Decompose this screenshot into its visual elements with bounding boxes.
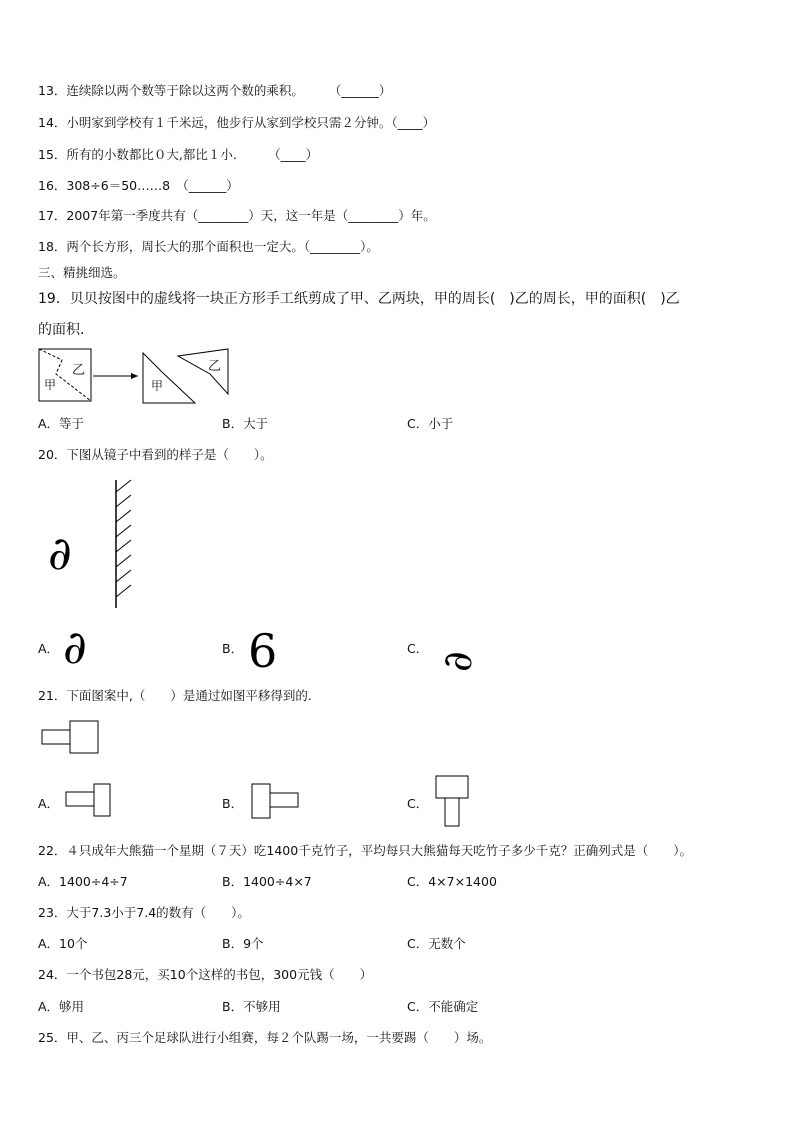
q22-option-b: B．1400÷4×7 bbox=[222, 874, 312, 889]
q19-option-a: A．等于 bbox=[38, 416, 85, 431]
label-jia-right: 甲 bbox=[151, 379, 164, 393]
q19-option-b: B．大于 bbox=[222, 416, 269, 431]
q21-option-a: A． bbox=[38, 796, 60, 811]
q24-option-a: A．够用 bbox=[38, 999, 85, 1014]
q22-option-c: C．4×7×1400 bbox=[407, 874, 497, 889]
question-20: 20．下图从镜子中看到的样子是（ ）。 bbox=[38, 447, 273, 462]
q22-option-a: A．1400÷4÷7 bbox=[38, 874, 128, 889]
q20-option-a-glyph: ∂ bbox=[63, 620, 87, 674]
q23-option-b: B．9个 bbox=[222, 936, 264, 951]
q23-option-c: C．无数个 bbox=[407, 936, 466, 951]
t-shape-original bbox=[40, 719, 100, 757]
question-23: 23．大于7.3小于7.4的数有（ ）。 bbox=[38, 905, 250, 920]
q19-option-c: C．小于 bbox=[407, 416, 454, 431]
label-yi-left: 乙 bbox=[72, 363, 86, 378]
section-heading-3: 三、精挑细选。 bbox=[38, 265, 126, 280]
mirror-icon bbox=[110, 478, 136, 610]
q20-option-b: B． bbox=[222, 641, 244, 656]
t-shape-option-b bbox=[248, 782, 304, 822]
q23-option-a: A．10个 bbox=[38, 936, 88, 951]
square-cut-figure bbox=[38, 348, 238, 404]
t-shape-option-a bbox=[64, 782, 114, 820]
question-18: 18．两个长方形，周长大的那个面积也一定大。（________）。 bbox=[38, 239, 379, 254]
question-16: 16．308÷6＝50……8 （______） bbox=[38, 178, 239, 193]
q24-option-c: C．不能确定 bbox=[407, 999, 479, 1014]
q21-option-b: B． bbox=[222, 796, 244, 811]
q20-option-c: C． bbox=[407, 641, 429, 656]
label-yi-right: 乙 bbox=[208, 359, 222, 374]
partial-symbol-glyph: ∂ bbox=[48, 526, 72, 580]
t-shape-option-c bbox=[432, 774, 474, 828]
question-21: 21．下面图案中,（ ）是通过如图平移得到的. bbox=[38, 688, 312, 703]
question-22: 22．４只成年大熊猫一个星期（７天）吃1400千克竹子，平均每只大熊猫每天吃竹子多少千克？正确列式是（ ）。 bbox=[38, 843, 692, 858]
question-24: 24．一个书包28元，买10个这样的书包，300元钱（ ） bbox=[38, 967, 373, 982]
q24-option-b: B．不够用 bbox=[222, 999, 281, 1014]
q21-option-c: C． bbox=[407, 796, 429, 811]
label-jia-left: 甲 bbox=[44, 378, 57, 392]
question-17: 17．2007年第一季度共有（________）天，这一年是（________）年。 bbox=[38, 208, 436, 223]
question-19-line-1: 19．贝贝按图中的虚线将一块正方形手工纸剪成了甲、乙两块，甲的周长( )乙的周长，甲的面积( )乙 bbox=[38, 291, 680, 307]
q20-option-c-glyph: ∂ bbox=[435, 651, 481, 672]
question-14: 14．小明家到学校有１千米远，他步行从家到学校只需２分钟。（____） bbox=[38, 115, 436, 130]
question-25: 25．甲、乙、丙三个足球队进行小组赛，每２个队踢一场，一共要踢（ ）场。 bbox=[38, 1030, 492, 1045]
q20-option-b-glyph: 6 bbox=[248, 624, 278, 678]
question-19-line-2: 的面积. bbox=[38, 322, 85, 338]
question-15: 15．所有的小数都比０大,都比１小. （____） bbox=[38, 147, 319, 162]
q20-option-a: A． bbox=[38, 641, 60, 656]
question-13: 13．连续除以两个数等于除以这两个数的乘积。 （______） bbox=[38, 83, 392, 98]
